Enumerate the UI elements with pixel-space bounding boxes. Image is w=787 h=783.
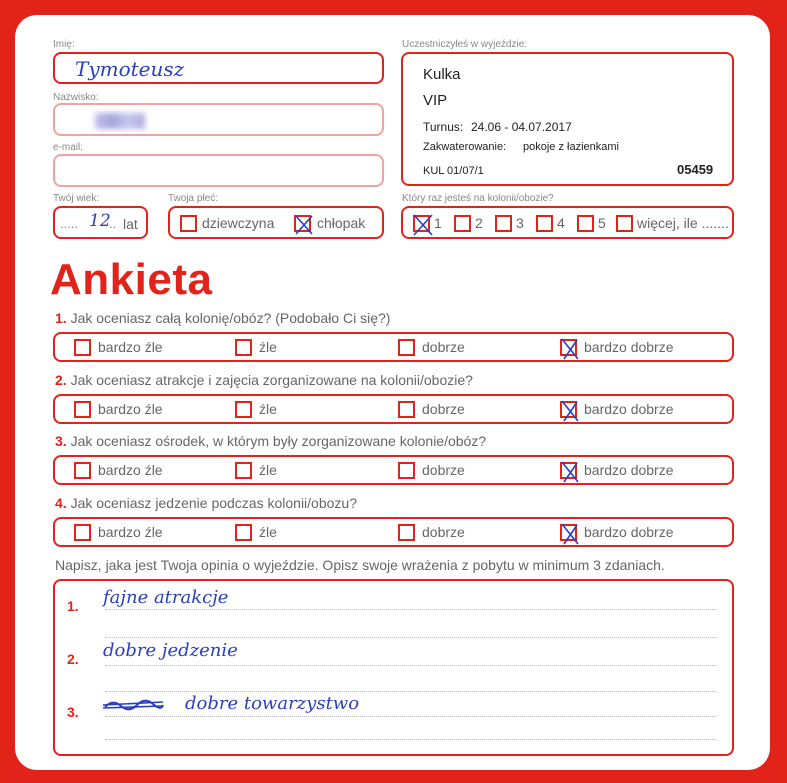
gender-girl-checkbox[interactable] [180,215,197,232]
question-2-option-2-checkbox[interactable] [235,401,252,418]
question-1-option-2-checkbox[interactable] [235,339,252,356]
times-field [401,206,734,239]
first-name-label: Imię: [53,39,75,50]
age-unit: lat [123,216,138,232]
age-dots-right: .. [109,216,117,231]
question-3-option-4-checkbox[interactable] [560,462,577,479]
first-name-field[interactable] [53,52,384,84]
question-3-label: Jak oceniasz ośrodek, w którym były zorganizowane kolonie/obóz? [70,433,487,449]
opinion-line-2 [105,665,717,666]
times-1-label: 1 [434,215,442,231]
gender-boy-label: chłopak [317,215,366,231]
question-1-option-3-checkbox[interactable] [398,339,415,356]
age-value: 12 [89,211,111,231]
times-4-checkbox[interactable] [536,215,553,232]
opinion-1-number: 1. [67,598,79,614]
times-4-label: 4 [557,215,565,231]
question-3-number: 3. [55,433,67,449]
question-4-text [55,495,357,511]
opinion-line-2b [105,691,717,692]
gender-boy-checkbox[interactable] [294,215,311,232]
times-more-checkbox[interactable] [616,215,633,232]
trip-name: Kulka [423,66,461,83]
question-3-text [55,433,486,449]
question-4-option-2-checkbox[interactable] [235,524,252,541]
question-3-option-1-checkbox[interactable] [74,462,91,479]
gender-field [168,206,384,239]
opinion-line-1b [105,637,717,638]
question-2-option-4-checkbox[interactable] [560,401,577,418]
question-4-label: Jak oceniasz jedzenie podczas kolonii/obozu? [70,495,357,511]
times-3-label: 3 [516,215,524,231]
accommodation-value: pokoje z łazienkami [523,141,619,153]
trip-info-box [401,52,734,186]
times-5-label: 5 [598,215,606,231]
opinion-line-3 [105,716,717,717]
checkmark-x-icon [559,460,581,484]
question-4-option-3-label: dobrze [422,524,465,540]
checkmark-x-icon [559,399,581,423]
question-1-number: 1. [55,310,67,326]
question-4-options [53,517,734,547]
question-4-option-2-label: źle [259,524,277,540]
email-label: e-mail: [53,142,84,153]
email-field[interactable] [53,154,384,187]
question-3-option-2-checkbox[interactable] [235,462,252,479]
checkmark-x-icon [559,337,581,361]
question-1-option-4-label: bardzo dobrze [584,339,674,355]
opinion-3-number: 3. [67,704,79,720]
question-2-option-3-label: dobrze [422,401,465,417]
question-1-label: Jak oceniasz całą kolonię/obóz? (Podobało Ci się?) [70,310,391,326]
question-1-option-3-label: dobrze [422,339,465,355]
trip-number: 05459 [677,162,714,177]
age-dots-left: ..... [60,216,79,231]
times-5-checkbox[interactable] [577,215,594,232]
question-2-option-3-checkbox[interactable] [398,401,415,418]
turnus-value: 24.06 - 04.07.2017 [471,120,572,134]
survey-title: Ankieta [50,255,213,304]
question-4-option-4-checkbox[interactable] [560,524,577,541]
question-4-number: 4. [55,495,67,511]
checkmark-x-icon [293,213,315,237]
question-1-option-2-label: źle [259,339,277,355]
question-2-label: Jak oceniasz atrakcje i zajęcia zorganizowane na kolonii/obozie? [70,372,473,388]
gender-girl-label: dziewczyna [202,215,275,231]
question-3-option-3-checkbox[interactable] [398,462,415,479]
times-2-label: 2 [475,215,483,231]
last-name-field[interactable] [53,103,384,136]
question-3-options [53,455,734,485]
question-2-options [53,394,734,424]
question-3-option-2-label: źle [259,462,277,478]
times-2-checkbox[interactable] [454,215,471,232]
times-1-checkbox[interactable] [413,215,430,232]
question-4-option-4-label: bardzo dobrze [584,524,674,540]
last-name-label: Nazwisko: [53,92,99,103]
opinion-line-3b [105,739,717,740]
checkmark-x-icon [412,213,434,237]
opinion-line-1 [105,609,717,610]
times-label: Który raz jesteś na kolonii/obozie? [402,193,554,204]
crossed-out-scribble [103,693,165,715]
opinion-3-text: dobre towarzystwo [185,693,360,714]
turnus-label: Turnus: [423,120,464,134]
opinion-box[interactable] [53,579,734,756]
question-2-option-1-label: bardzo źle [98,401,163,417]
question-2-option-2-label: źle [259,401,277,417]
question-1-option-1-checkbox[interactable] [74,339,91,356]
age-field[interactable] [53,206,148,239]
question-2-text [55,372,473,388]
question-1-options [53,332,734,362]
times-more-label: więcej, ile ....... [637,215,729,231]
question-3-option-4-label: bardzo dobrze [584,462,674,478]
question-1-text [55,310,390,326]
question-2-option-1-checkbox[interactable] [74,401,91,418]
question-3-option-1-label: bardzo źle [98,462,163,478]
times-3-checkbox[interactable] [495,215,512,232]
question-3-option-3-label: dobrze [422,462,465,478]
trip-code: KUL 01/07/1 [423,165,484,177]
question-2-number: 2. [55,372,67,388]
age-label: Twój wiek: [53,193,100,204]
question-4-option-3-checkbox[interactable] [398,524,415,541]
question-1-option-4-checkbox[interactable] [560,339,577,356]
opinion-2-text: dobre jedzenie [103,640,238,661]
survey-sheet [15,15,770,770]
question-4-option-1-label: bardzo źle [98,524,163,540]
first-name-value: Tymoteusz [75,57,185,81]
opinion-prompt: Napisz, jaka jest Twoja opinia o wyjeździe. Opisz swoje wrażenia z pobytu w minimum 3 zdaniach. [55,557,665,573]
question-1-option-1-label: bardzo źle [98,339,163,355]
accommodation-label: Zakwaterowanie: [423,141,507,153]
opinion-1-text: fajne atrakcje [103,587,229,608]
question-2-option-4-label: bardzo dobrze [584,401,674,417]
trip-type: VIP [423,92,448,109]
question-4-option-1-checkbox[interactable] [74,524,91,541]
checkmark-x-icon [559,522,581,546]
gender-label: Twoja płeć: [168,193,219,204]
trip-label: Uczestniczyłeś w wyjeździe: [402,39,528,50]
opinion-2-number: 2. [67,651,79,667]
